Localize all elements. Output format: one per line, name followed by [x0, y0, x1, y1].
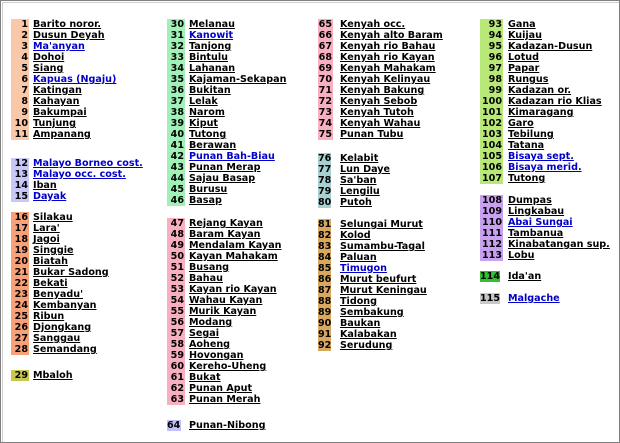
language-link[interactable]: Kenyah occ. [340, 19, 406, 30]
language-number: 7 [21, 85, 28, 96]
language-number: 28 [14, 344, 28, 355]
language-link[interactable]: Kenyah Mahakam [340, 63, 436, 74]
language-number: 98 [488, 74, 502, 85]
language-link[interactable]: Lengilu [340, 186, 380, 197]
language-link[interactable]: Kenyah Wahau [340, 118, 421, 129]
language-number: 93 [488, 19, 502, 30]
language-number: 108 [481, 195, 502, 206]
language-link[interactable]: Kenyah Tutoh [340, 107, 414, 118]
language-number: 69 [318, 63, 332, 74]
language-link[interactable]: Punan Bah-Biau [189, 151, 275, 162]
language-number: 63 [170, 394, 184, 405]
language-number: 16 [14, 212, 28, 223]
language-number: 78 [318, 175, 332, 186]
language-link[interactable]: Biatah [33, 256, 68, 267]
language-number: 51 [170, 262, 184, 273]
language-link[interactable]: Kuijau [508, 30, 542, 41]
language-link[interactable]: Tunjung [33, 118, 76, 129]
language-number: 58 [170, 339, 184, 350]
language-number: 77 [318, 164, 332, 175]
language-number: 86 [318, 274, 332, 285]
language-link[interactable]: Bintulu [189, 52, 228, 63]
language-link[interactable]: Siang [33, 63, 64, 74]
language-number: 5 [21, 63, 28, 74]
language-link[interactable]: Bisaya sept. [508, 151, 574, 162]
language-number: 57 [170, 328, 184, 339]
language-link[interactable]: Lotud [508, 52, 539, 63]
language-number: 1 [21, 19, 28, 30]
language-link[interactable]: Kembanyan [33, 300, 97, 311]
language-number: 73 [318, 107, 332, 118]
language-link[interactable]: Kenyah alto Baram [340, 30, 443, 41]
language-link[interactable]: Bekati [33, 278, 68, 289]
language-link[interactable]: Punan Tubu [340, 129, 404, 140]
language-number: 101 [481, 107, 502, 118]
language-number: 43 [170, 162, 184, 173]
language-number: 109 [481, 206, 502, 217]
language-link[interactable]: Kenyah rio Kayan [340, 52, 435, 63]
language-number: 72 [318, 96, 332, 107]
language-number: 10 [14, 118, 28, 129]
language-link[interactable]: Paluan [340, 252, 377, 263]
language-link[interactable]: Kenyah Sebob [340, 96, 418, 107]
language-number: 90 [318, 318, 332, 329]
language-link[interactable]: Rungus [508, 74, 549, 85]
language-number: 40 [170, 129, 184, 140]
language-link[interactable]: Katingan [33, 85, 82, 96]
language-number: 115 [480, 293, 501, 304]
language-link[interactable]: Garo [508, 118, 534, 129]
language-link[interactable]: Lahanan [189, 63, 236, 74]
language-link[interactable]: Kanowit [189, 30, 234, 41]
language-number: 60 [170, 361, 184, 372]
language-link[interactable]: Kadazan or. [508, 85, 572, 96]
language-number: 64 [167, 420, 181, 431]
language-number: 107 [481, 173, 502, 184]
language-number: 25 [14, 311, 28, 322]
language-number: 48 [170, 229, 184, 240]
language-number: 71 [318, 85, 332, 96]
language-link[interactable]: Rejang Kayan [189, 218, 263, 229]
language-link[interactable]: Sajau Basap [189, 173, 256, 184]
language-link[interactable]: Punan-Nibong [189, 420, 266, 431]
language-link[interactable]: Kadazan rio Klias [508, 96, 602, 107]
language-number: 52 [170, 273, 184, 284]
language-link[interactable]: Silakau [33, 212, 73, 223]
language-number: 49 [170, 240, 184, 251]
language-number: 33 [170, 52, 184, 63]
language-link[interactable]: Murut beufurt [340, 274, 417, 285]
language-number: 30 [170, 19, 184, 30]
language-number: 110 [481, 217, 502, 228]
language-number: 61 [170, 372, 184, 383]
language-number: 11 [14, 129, 28, 140]
language-link[interactable]: Kereho-Uheng [189, 361, 267, 372]
language-link[interactable]: Mendalam Kayan [189, 240, 282, 251]
language-link[interactable]: Sembakung [340, 307, 404, 318]
language-number: 38 [170, 107, 184, 118]
language-number: 55 [170, 306, 184, 317]
language-number: 92 [318, 340, 332, 351]
language-link[interactable]: Jagoi [33, 234, 60, 245]
language-number: 9 [21, 107, 28, 118]
language-number: 65 [318, 19, 332, 30]
language-link[interactable]: Segai [189, 328, 220, 339]
language-number: 23 [14, 289, 28, 300]
language-number: 36 [170, 85, 184, 96]
language-link[interactable]: Berawan [189, 140, 237, 151]
language-link[interactable]: Kenyah rio Bahau [340, 41, 436, 52]
language-link[interactable]: Dumpas [508, 195, 552, 206]
language-number: 3 [21, 41, 28, 52]
language-link[interactable]: Timugon [340, 263, 387, 274]
language-link[interactable]: Kolod [340, 230, 371, 241]
language-link[interactable]: Kayan rio Kayan [189, 284, 277, 295]
language-link[interactable]: Tatana [508, 140, 545, 151]
language-number: 37 [170, 96, 184, 107]
language-number: 74 [318, 118, 332, 129]
language-link[interactable]: Kadazan-Dusun [508, 41, 593, 52]
language-link[interactable]: Ma'anyan [33, 41, 85, 52]
language-number: 42 [170, 151, 184, 162]
language-link[interactable]: Dayak [33, 191, 67, 202]
language-link[interactable]: Hovongan [189, 350, 244, 361]
language-number: 31 [170, 30, 184, 41]
language-number: 66 [318, 30, 332, 41]
language-number: 88 [318, 296, 332, 307]
language-link[interactable]: Kayan Mahakam [189, 251, 278, 262]
language-link[interactable]: Lelak [189, 96, 218, 107]
language-number: 106 [481, 162, 502, 173]
language-number: 54 [170, 295, 184, 306]
language-number: 19 [14, 245, 28, 256]
language-number: 102 [481, 118, 502, 129]
language-number: 12 [14, 158, 28, 169]
language-link[interactable]: Punan Merap [189, 162, 261, 173]
language-link[interactable]: Abai Sungai [508, 217, 573, 228]
language-number: 21 [14, 267, 28, 278]
language-number: 81 [318, 219, 332, 230]
language-link[interactable]: Selungai Murut [340, 219, 423, 230]
language-link[interactable]: Baukan [340, 318, 381, 329]
language-number: 56 [170, 317, 184, 328]
language-link[interactable]: Sanggau [33, 333, 81, 344]
language-number: 17 [14, 223, 28, 234]
language-link[interactable]: Kapuas (Ngaju) [33, 74, 117, 85]
language-number: 82 [318, 230, 332, 241]
language-number: 113 [481, 250, 502, 261]
language-link[interactable]: Tambanua [508, 228, 564, 239]
language-link[interactable]: Tanjong [189, 41, 232, 52]
language-number: 80 [318, 197, 332, 208]
language-link[interactable]: Aoheng [189, 339, 231, 350]
language-link[interactable]: Lun Daye [340, 164, 391, 175]
language-link[interactable]: Gana [508, 19, 536, 30]
language-number: 29 [14, 370, 28, 381]
language-link[interactable]: Putoh [340, 197, 372, 208]
language-link[interactable]: Papar [508, 63, 540, 74]
language-link[interactable]: Bisaya merid. [508, 162, 582, 173]
language-link[interactable]: Bahau [189, 273, 223, 284]
language-link[interactable]: Bukat [189, 372, 221, 383]
language-number: 96 [488, 52, 502, 63]
language-link[interactable]: Malayo Borneo cost. [33, 158, 143, 169]
language-link[interactable]: Kalabakan [340, 329, 397, 340]
language-number: 41 [170, 140, 184, 151]
language-number: 2 [21, 30, 28, 41]
language-number: 89 [318, 307, 332, 318]
language-number: 18 [14, 234, 28, 245]
language-link[interactable]: Punan Merah [189, 394, 261, 405]
language-link[interactable]: Sumambu-Tagal [340, 241, 425, 252]
language-number: 75 [318, 129, 332, 140]
language-link[interactable]: Dusun Deyah [33, 30, 105, 41]
language-number: 6 [21, 74, 28, 85]
language-link[interactable]: Murik Kayan [189, 306, 257, 317]
language-link[interactable]: Djongkang [33, 322, 92, 333]
language-link[interactable]: Iban [33, 180, 57, 191]
language-number: 79 [318, 186, 332, 197]
language-link[interactable]: Ampanang [33, 129, 91, 140]
language-number: 84 [318, 252, 332, 263]
language-number: 100 [481, 96, 502, 107]
language-number: 59 [170, 350, 184, 361]
language-number: 114 [480, 271, 501, 282]
language-link[interactable]: Kenyah Kelinyau [340, 74, 431, 85]
language-link[interactable]: Serudung [340, 340, 393, 351]
language-number: 112 [481, 239, 502, 250]
language-number: 53 [170, 284, 184, 295]
language-number: 94 [488, 30, 502, 41]
language-link[interactable]: Barito noror. [33, 19, 102, 30]
language-link[interactable]: Ribun [33, 311, 65, 322]
language-link[interactable]: Melanau [189, 19, 235, 30]
language-link[interactable]: Lingkabau [508, 206, 565, 217]
language-number: 97 [488, 63, 502, 74]
language-link[interactable]: Bakumpai [33, 107, 87, 118]
language-link[interactable]: Kenyah Bakung [340, 85, 425, 96]
language-link[interactable]: Mbaloh [33, 370, 73, 381]
language-link[interactable]: Kiput [189, 118, 219, 129]
language-link[interactable]: Ida'an [508, 271, 542, 282]
language-link[interactable]: Punan Aput [189, 383, 253, 394]
language-link[interactable]: Tebilung [508, 129, 554, 140]
language-link[interactable]: Lara' [33, 223, 60, 234]
language-number: 68 [318, 52, 332, 63]
language-number: 95 [488, 41, 502, 52]
language-link[interactable]: Tutong [508, 173, 546, 184]
language-number: 46 [170, 195, 184, 206]
language-number: 4 [21, 52, 28, 63]
language-number: 67 [318, 41, 332, 52]
language-number: 99 [488, 85, 502, 96]
language-number: 45 [170, 184, 184, 195]
language-number: 70 [318, 74, 332, 85]
language-number: 85 [318, 263, 332, 274]
language-number: 8 [21, 96, 28, 107]
language-number: 111 [481, 228, 502, 239]
language-link[interactable]: Modang [189, 317, 233, 328]
language-number: 35 [170, 74, 184, 85]
language-number: 47 [170, 218, 184, 229]
language-link[interactable]: Singgie [33, 245, 74, 256]
language-number: 13 [14, 169, 28, 180]
language-number: 50 [170, 251, 184, 262]
language-link[interactable]: Wahau Kayan [189, 295, 263, 306]
language-link[interactable]: Bukar Sadong [33, 267, 109, 278]
language-link[interactable]: Kahayan [33, 96, 80, 107]
language-number: 24 [14, 300, 28, 311]
language-number: 20 [14, 256, 28, 267]
language-number: 91 [318, 329, 332, 340]
language-link[interactable]: Malgache [508, 293, 560, 304]
language-number: 32 [170, 41, 184, 52]
language-link[interactable]: Basap [189, 195, 222, 206]
language-number: 39 [170, 118, 184, 129]
language-number: 15 [14, 191, 28, 202]
language-link[interactable]: Murut Keningau [340, 285, 427, 296]
language-link[interactable]: Malayo occ. cost. [33, 169, 126, 180]
language-number: 105 [481, 151, 502, 162]
language-link[interactable]: Semandang [33, 344, 97, 355]
language-link[interactable]: Kimaragang [508, 107, 574, 118]
language-link[interactable]: Narom [189, 107, 225, 118]
language-link[interactable]: Dohoi [33, 52, 65, 63]
language-number: 22 [14, 278, 28, 289]
language-number: 26 [14, 322, 28, 333]
language-link[interactable]: Bukitan [189, 85, 231, 96]
language-link[interactable]: Kajaman-Sekapan [189, 74, 287, 85]
language-number: 27 [14, 333, 28, 344]
language-link[interactable]: Burusu [189, 184, 228, 195]
language-link[interactable]: Baram Kayan [189, 229, 261, 240]
language-link[interactable]: Sa'ban [340, 175, 377, 186]
language-number: 103 [481, 129, 502, 140]
language-number: 14 [14, 180, 28, 191]
language-number: 62 [170, 383, 184, 394]
language-number: 87 [318, 285, 332, 296]
language-number: 44 [170, 173, 184, 184]
language-link[interactable]: Kinabatangan sup. [508, 239, 610, 250]
language-number: 34 [170, 63, 184, 74]
language-link[interactable]: Benyadu' [33, 289, 84, 300]
language-link[interactable]: Kelabit [340, 153, 379, 164]
language-number: 104 [481, 140, 502, 151]
language-link[interactable]: Tidong [340, 296, 377, 307]
language-link[interactable]: Lobu [508, 250, 535, 261]
language-link[interactable]: Tutong [189, 129, 227, 140]
language-number: 76 [318, 153, 332, 164]
language-link[interactable]: Busang [189, 262, 230, 273]
language-number: 83 [318, 241, 332, 252]
